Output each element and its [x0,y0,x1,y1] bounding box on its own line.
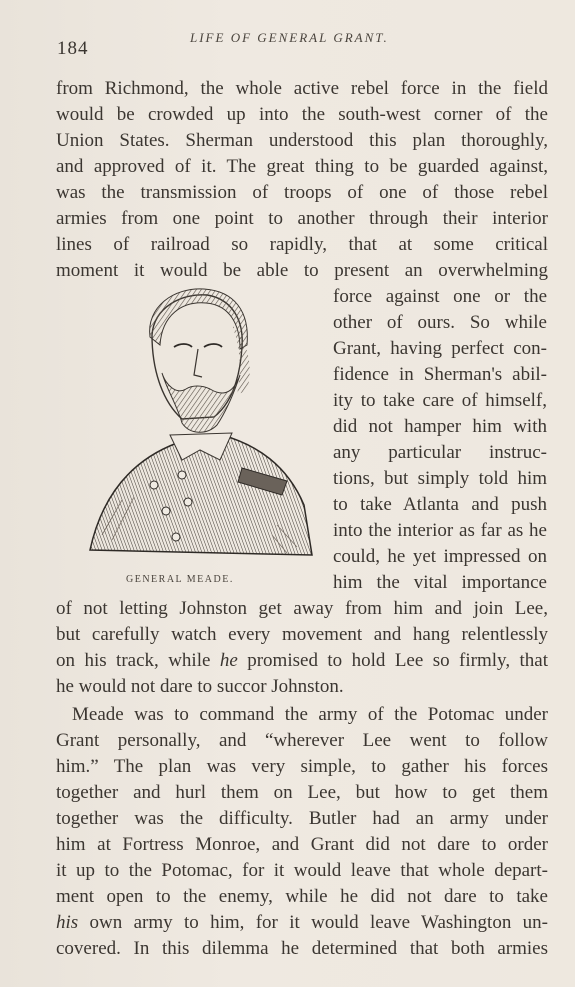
text-line: Meade was to command the army of the Potomac under [72,704,548,725]
text-line: any particular instruc- [333,442,547,463]
page-number: 184 [57,38,89,59]
text-line: Grant, having perfect con- [333,338,547,359]
text-line: together was the difficulty. Butler had an army under [56,808,548,829]
text-line: him.” The plan was very simple, to gather his forces [56,756,548,777]
text-line: Union States. Sherman understood this plan thoroughly, [56,130,548,151]
text-line: tions, but simply told him [333,468,547,489]
text-line: of not letting Johnston get away from him and join Lee, [56,598,548,619]
text-line: he would not dare to succor Johnston. [56,676,344,697]
text-line: moment it would be able to present an overwhelming [56,260,548,281]
text-line: from Richmond, the whole active rebel force in the field [56,78,548,99]
portrait-caption: GENERAL MEADE. [126,574,234,585]
text-line: did not hamper him with [333,416,547,437]
text-line: could, he yet impressed on [333,546,547,567]
text-line: ity to take care of himself, [333,390,547,411]
text-line: his own army to him, for it would leave Washington un- [56,912,548,933]
general-meade-portrait [82,285,314,570]
text-line: Grant personally, and “wherever Lee went to follow [56,730,548,751]
text-line: force against one or the [333,286,547,307]
text-line: ment open to the enemy, while he did not dare to take [56,886,548,907]
text-line: him the vital importance [333,572,547,593]
text-line: was the transmission of troops of one of those rebel [56,182,548,203]
text-line: it up to the Potomac, for it would leave that whole depart- [56,860,548,881]
text-line: on his track, while he promised to hold Lee so firmly, that [56,650,548,671]
text-line: into the interior as far as he [333,520,547,541]
text-line: covered. In this dilemma he determined that both armies [56,938,548,959]
text-line: and approved of it. The great thing to be guarded against, [56,156,548,177]
text-line: would be crowded up into the south-west corner of the [56,104,548,125]
text-line: fidence in Sherman's abil- [333,364,547,385]
text-line: armies from one point to another through their interior [56,208,548,229]
text-line: other of ours. So while [333,312,547,333]
text-line: together and hurl them on Lee, but how to get them [56,782,548,803]
text-line: but carefully watch every movement and hang relentlessly [56,624,548,645]
text-line: him at Fortress Monroe, and Grant did not dare to order [56,834,548,855]
text-line: to take Atlanta and push [333,494,547,515]
running-head: LIFE OF GENERAL GRANT. [190,30,389,45]
text-line: lines of railroad so rapidly, that at some critical [56,234,548,255]
